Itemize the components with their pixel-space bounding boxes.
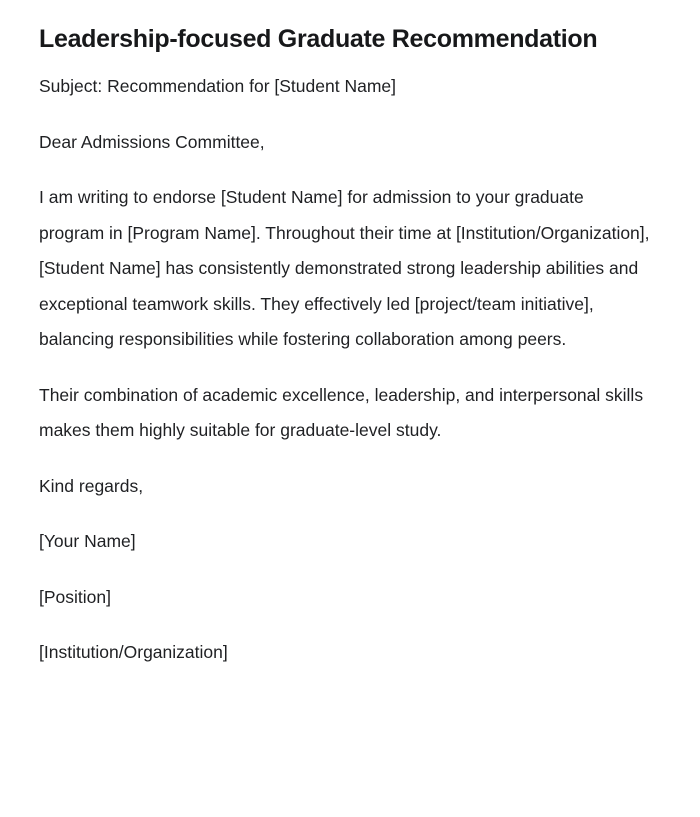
page-title: Leadership-focused Graduate Recommendation [39, 25, 598, 53]
signature-institution: [Institution/Organization] [39, 642, 228, 662]
body-paragraph-1: I am writing to endorse [Student Name] for admission to your graduate program in [Program Name]. Throughout their time at [Institution/Organization], [Student Name] has consistently demonstrated strong leadership abilities and exceptional teamwork skills. They effectively led [project/team initiative], balancing responsibilities while fostering collaboration among peers. [39, 187, 655, 349]
salutation: Dear Admissions Committee, [39, 131, 265, 152]
closing: Kind regards, [39, 475, 144, 496]
subject-line: Subject: Recommendation for [Student Name] [39, 76, 396, 96]
body-paragraph-2: Their combination of academic excellence, leadership, and interpersonal skills makes them highly suitable for graduate-level study. [39, 384, 648, 440]
signature-position: [Position] [39, 586, 111, 607]
document-body [39, 69, 655, 671]
signature-name: [Your Name] [39, 531, 136, 551]
